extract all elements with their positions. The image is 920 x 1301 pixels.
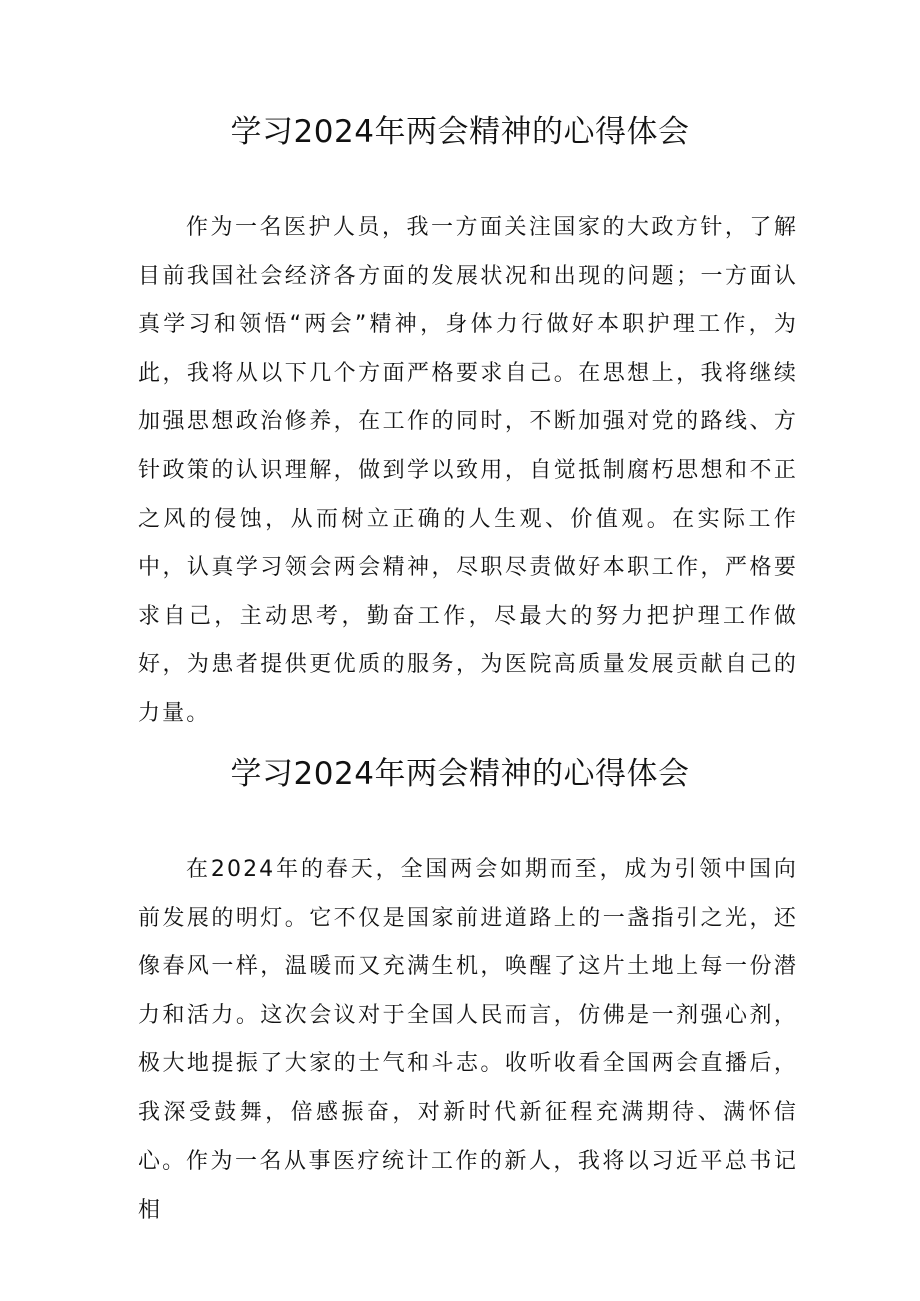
section-paragraph: 在2024年的春天，全国两会如期而至，成为引领中国向前发展的明灯。它不仅是国家前进道路上的一盏指引之光，还像春风一样，温暖而又充满生机，唤醒了这片土地上每一份潜力和活力。这次会议对于全国人民而言，仿佛是一剂强心剂，极大地提振了大家的士气和斗志。收听收看全国两会直播后，我深受鼓舞，倍感振奋，对新时代新征程充满期待、满怀信心。 [138, 857, 798, 1174]
section-title: 学习2024年两会精神的心得体会 [230, 756, 690, 792]
section-paragraph: 作为一名医护人员，我一方面关注国家的大政方针，了解目前我国社会经济各方面的发展状况和出现的问题；一方面认真学习和领悟“两会”精神，身体力行做好本职护理工作，为此，我将从以下几个方面严格要求自己。在思想上，我将继续加强思想政治修养，在工作的同时，不断加强对党的路线、方针政策的认识理解，做到学以致用，自觉抵制腐朽思想和不正之风的侵蚀，从而树立正确的人生观、价值观。在实际工作中，认真学习领会两会精神，尽职尽责做好本职工作，严格要求自己，主动思考，勤奋工作，尽最大的努力把护理工作做好，为患者提供更优质的服务，为医院高质量发展贡献自己的力量。 [138, 215, 798, 726]
section-paragraph: 作为一名从事医疗统计工作的新人，我将以习近平总书记相 [138, 1149, 798, 1223]
section-title: 学习2024年两会精神的心得体会 [230, 114, 690, 150]
